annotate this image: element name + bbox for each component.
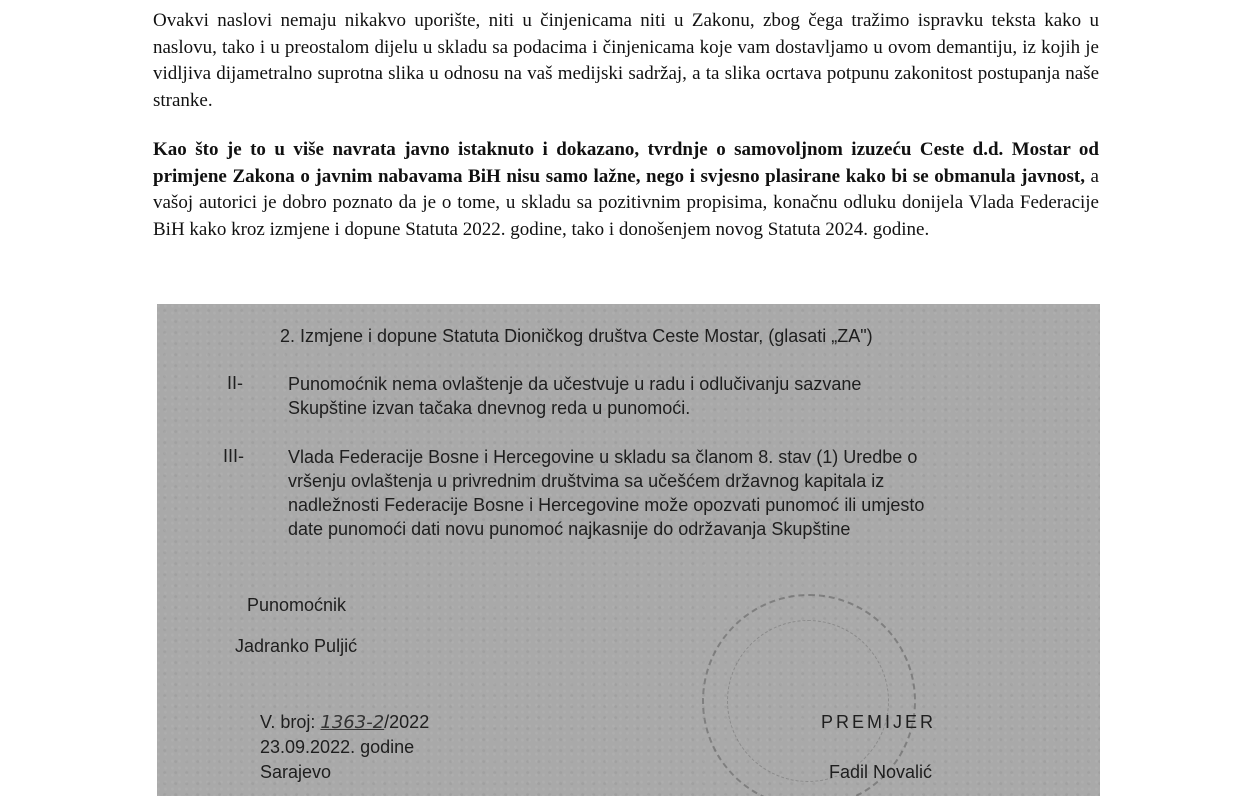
document-date: 23.09.2022. godine <box>260 737 415 757</box>
section-numeral-iii: III- <box>223 446 244 466</box>
scanned-document-excerpt <box>157 304 1100 796</box>
section-iii-text <box>288 445 1088 541</box>
reference-suffix: /2022 <box>384 712 430 732</box>
premier-title: PREMIJER <box>821 712 937 732</box>
section-numeral-ii: II- <box>227 373 243 393</box>
section-ii-text <box>288 372 1088 420</box>
paragraph-statement <box>153 137 1099 243</box>
section-iii-line: date punomoći dati novu punomoć najkasnije do održavanja Skupštine <box>288 519 851 539</box>
section-iii-line: nadležnosti Federacije Bosne i Hercegovine može opozvati punomoć ili umjesto <box>288 495 925 515</box>
section-ii-line: Punomoćnik nema ovlaštenje da učestvuje u radu i odlučivanju sazvane <box>288 374 862 394</box>
document-place: Sarajevo <box>260 762 332 782</box>
official-stamp-inner-ring <box>727 620 889 782</box>
agenda-item-2: 2. Izmjene i dopune Statuta Dioničkog društva Ceste Mostar, (glasati „ZA") <box>280 326 873 346</box>
paragraph-statement-bold: Kao što je to u više navrata javno istaknuto i dokazano, tvrdnje o samovoljnom izuzeću Ceste d.d. Mostar od primjene Zakona o javnim nabavama BiH nisu samo lažne, nego i svjesno plasirane kako bi se obmanula javnost, <box>153 139 1099 187</box>
signatory-role: Punomoćnik <box>247 595 347 615</box>
paragraph-intro: Ovakvi naslovi nemaju nikakvo uporište, niti u činjenicama niti u Zakonu, zbog čega tražimo ispravku teksta kako u naslovu, tako i u preostalom dijelu u skladu sa podacima i činjenicama koje vam dostavljamo u ovom demantiju, iz kojih je vidljiva dijametralno suprotna slika u odnosu na vaš medijski sadržaj, a ta slika ocrtava potpunu zakonitost postupanja naše stranke. <box>153 10 1099 111</box>
section-ii-line: Skupštine izvan tačaka dnevnog reda u punomoći. <box>288 398 691 418</box>
section-iii-line: vršenju ovlaštenja u privrednim društvima sa učešćem državnog kapitala iz <box>288 471 885 491</box>
section-iii-line: Vlada Federacije Bosne i Hercegovine u skladu sa članom 8. stav (1) Uredbe o <box>288 447 918 467</box>
reference-number <box>260 712 429 733</box>
premier-name: Fadil Novalić <box>829 762 933 782</box>
reference-prefix: V. broj: <box>260 712 316 732</box>
signatory-name: Jadranko Puljić <box>235 636 358 656</box>
paragraph-statement-normal: a vašoj autorici je dobro poznato da je o tome, u skladu sa pozitivnim propisima, konačnu odluku donijela Vlada Federacije BiH kako kroz izmjene i dopune Statuta 2022. godine, tako i donošenjem novog Statuta 2024. godine. <box>153 165 1099 240</box>
reference-handwritten: 1363-2 <box>320 712 385 733</box>
